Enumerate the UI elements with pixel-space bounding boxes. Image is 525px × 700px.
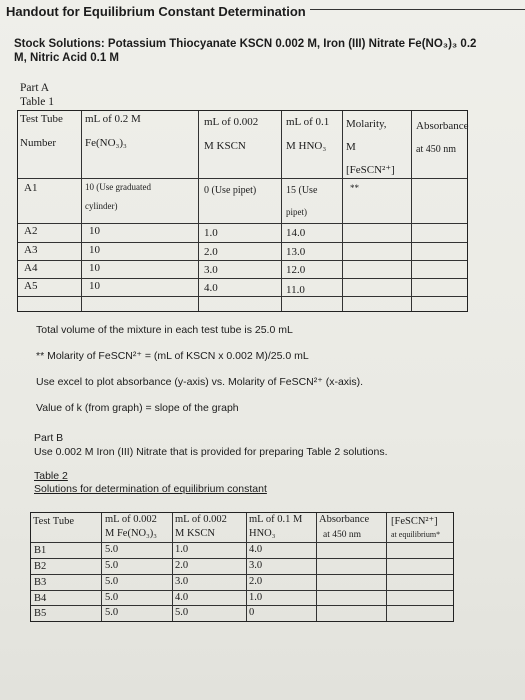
t1-header-abs-1: Absorbance: [416, 120, 469, 132]
t2-row-b3-kscn: 3.0: [175, 576, 189, 587]
t1-row-a1-mol: **: [350, 183, 359, 193]
t1-header-hno3-2: M HNO₃: [286, 140, 327, 152]
t1-row-a2-tube: A2: [24, 225, 38, 237]
part-b-instruction: Use 0.002 M Iron (III) Nitrate that is provided for preparing Table 2 solutions.: [34, 446, 388, 458]
t2-row-b5-kscn: 5.0: [175, 607, 189, 618]
t1-header-mol-1: Molarity,: [346, 118, 387, 130]
t1-header-abs-2: at 450 nm: [416, 144, 456, 155]
t2-row-b1-kscn: 1.0: [175, 544, 189, 555]
title-rule: [310, 9, 525, 10]
t1-row-a4-kscn: 3.0: [204, 264, 218, 276]
t2-row-b5-tube: B5: [34, 608, 47, 619]
t2-row-b2-fe: 5.0: [105, 560, 119, 571]
t1-header-fe-2: Fe(NO₃)₃: [85, 137, 127, 149]
t1-row-a1-hno3-2: pipet): [286, 207, 307, 217]
table-1-caption: Table 1: [20, 96, 55, 108]
t1-row-a1-fe: 10 (Use graduated: [85, 182, 151, 192]
t2-row-b2-kscn: 2.0: [175, 560, 189, 571]
t1-row-a1-fe-2: cylinder): [85, 201, 118, 211]
t2-row-b1-tube: B1: [34, 545, 47, 556]
t2-row-b4-hno3: 1.0: [249, 592, 263, 603]
t2-row-b4-tube: B4: [34, 593, 47, 604]
note-molarity: ** Molarity of FeSCN²⁺ = (mL of KSCN x 0.002 M)/25.0 mL: [36, 350, 309, 362]
t1-row-a2-fe: 10: [89, 225, 100, 237]
t1-row-a1-kscn: 0 (Use pipet): [204, 185, 257, 196]
t1-header-kscn-2: M KSCN: [204, 140, 246, 152]
page-title: Handout for Equilibrium Constant Determination: [6, 4, 306, 19]
t1-row-a3-fe: 10: [89, 244, 100, 256]
t1-row-a4-tube: A4: [24, 262, 38, 274]
table-2-caption: Table 2: [34, 470, 68, 482]
t1-header-kscn-1: mL of 0.002: [204, 116, 259, 128]
part-a-heading: Part A: [20, 82, 50, 94]
t2-row-b4-fe: 5.0: [105, 592, 119, 603]
t2-header-kscn-2: M KSCN: [175, 528, 215, 539]
t2-header-abs-1: Absorbance: [319, 514, 370, 525]
t2-header-eq-1: [FeSCN²⁺]: [391, 516, 438, 527]
t1-row-a5-tube: A5: [24, 280, 38, 292]
note-k-value: Value of k (from graph) = slope of the graph: [36, 402, 239, 414]
t2-row-b1-hno3: 4.0: [249, 544, 263, 555]
t2-header-kscn-1: mL of 0.002: [175, 514, 227, 525]
t1-header-fe-1: mL of 0.2 M: [85, 113, 141, 125]
t1-row-a2-kscn: 1.0: [204, 227, 218, 239]
t2-row-b3-fe: 5.0: [105, 576, 119, 587]
t1-header-mol-2: M: [346, 141, 356, 153]
t2-header-fe-2: M Fe(NO₃)₃: [105, 528, 157, 539]
t1-header-mol-3: [FeSCN²⁺]: [346, 164, 395, 176]
t2-row-b4-kscn: 4.0: [175, 592, 189, 603]
part-b-heading: Part B: [34, 432, 64, 444]
t2-row-b3-tube: B3: [34, 577, 47, 588]
stock-solutions-line-2: M, Nitric Acid 0.1 M: [14, 52, 120, 64]
t2-header-fe-1: mL of 0.002: [105, 514, 157, 525]
t1-row-a5-kscn: 4.0: [204, 282, 218, 294]
t1-row-a3-hno3: 13.0: [286, 246, 306, 258]
t1-row-a1-tube: A1: [24, 182, 38, 194]
t2-row-b3-hno3: 2.0: [249, 576, 263, 587]
t2-header-abs-2: at 450 nm: [323, 530, 361, 540]
t1-row-a1-hno3: 15 (Use: [286, 185, 318, 196]
t2-row-b5-hno3: 0: [249, 607, 255, 618]
t1-row-a5-hno3: 11.0: [286, 284, 305, 296]
t1-header-hno3-1: mL of 0.1: [286, 116, 330, 128]
t1-header-tube-2: Number: [20, 137, 57, 149]
t1-header-tube-1: Test Tube: [20, 113, 63, 125]
t1-row-a3-tube: A3: [24, 244, 38, 256]
note-total-volume: Total volume of the mixture in each test tube is 25.0 mL: [36, 324, 293, 336]
t1-row-a4-hno3: 12.0: [286, 264, 306, 276]
stock-solutions-line-1: Stock Solutions: Potassium Thiocyanate KSCN 0.002 M, Iron (III) Nitrate Fe(NO₃)₃ 0.2: [14, 38, 477, 50]
t1-row-a4-fe: 10: [89, 262, 100, 274]
t2-header-tube: Test Tube: [33, 516, 74, 527]
t2-row-b5-fe: 5.0: [105, 607, 119, 618]
t1-row-a2-hno3: 14.0: [286, 227, 306, 239]
t2-header-eq-2: at equilibrium*: [391, 530, 441, 539]
t2-row-b2-hno3: 3.0: [249, 560, 263, 571]
t2-header-hno3-2: HNO₃: [249, 528, 276, 539]
table-2: [30, 512, 454, 622]
table-2-subtitle: Solutions for determination of equilibrium constant: [34, 483, 267, 495]
note-excel: Use excel to plot absorbance (y-axis) vs. Molarity of FeSCN²⁺ (x-axis).: [36, 376, 364, 388]
table-1: [17, 110, 468, 312]
t2-row-b2-tube: B2: [34, 561, 47, 572]
t1-row-a5-fe: 10: [89, 280, 100, 292]
t1-row-a3-kscn: 2.0: [204, 246, 218, 258]
t2-row-b1-fe: 5.0: [105, 544, 119, 555]
t2-header-hno3-1: mL of 0.1 M: [249, 514, 303, 525]
